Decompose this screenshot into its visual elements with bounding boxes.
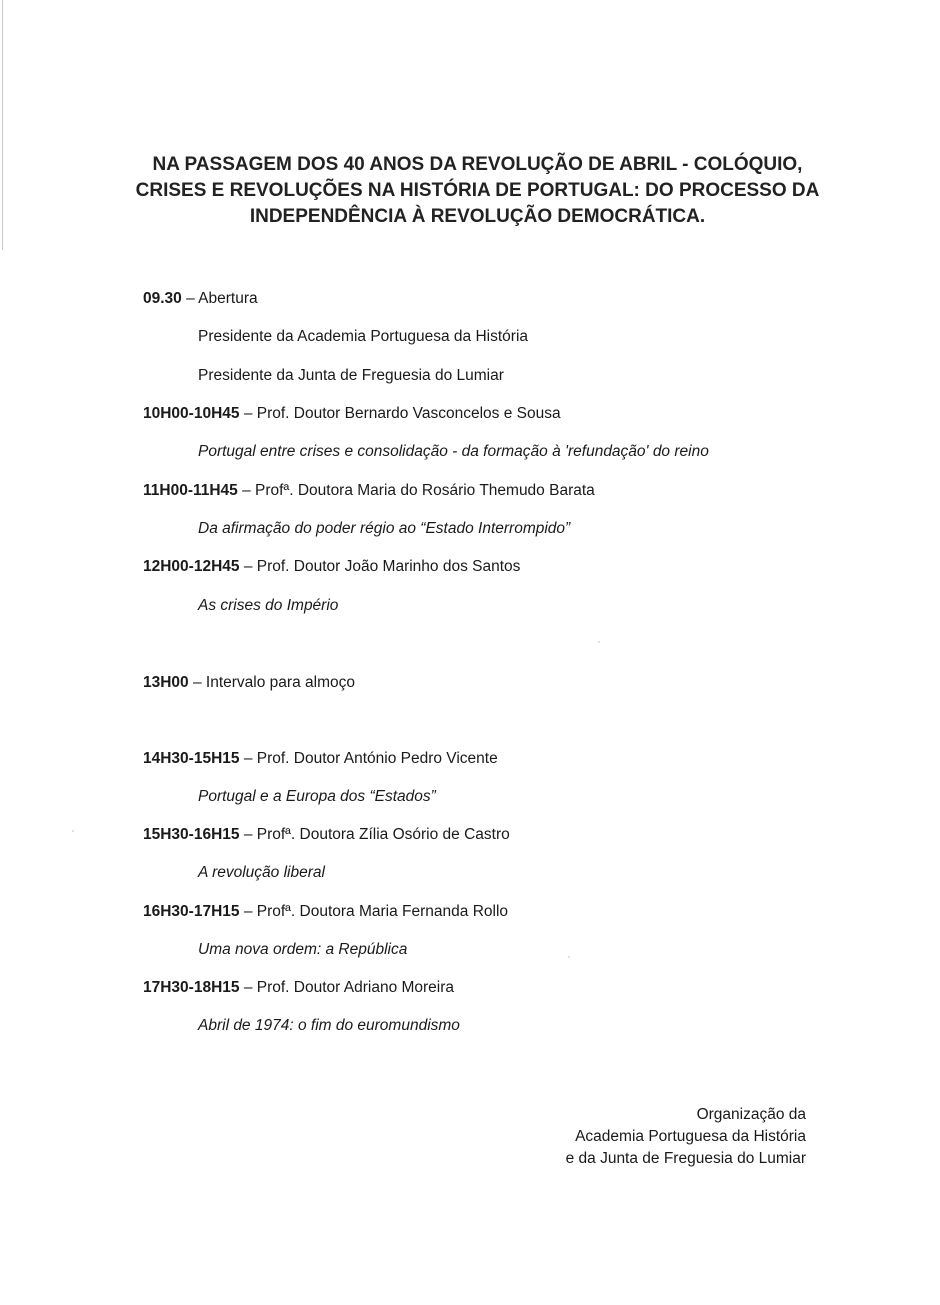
organization-line: Academia Portuguesa da História [575,1128,806,1145]
session-topic: Portugal e a Europa dos “Estados” [198,788,436,805]
schedule-time: 13H00 [143,674,189,691]
opening-speaker: Presidente da Academia Portuguesa da História [198,328,529,345]
session-topic: Da afirmação do poder régio ao “Estado Interrompido” [198,520,571,537]
schedule-entry [143,404,561,424]
session-topic: Portugal entre crises e consolidação - da formação à 'refundação' do reino [198,443,709,460]
organization-credit [566,1104,806,1170]
title-line: INDEPENDÊNCIA À REVOLUÇÃO DEMOCRÁTICA. [249,206,706,227]
schedule-time: 15H30-16H15 [143,826,240,843]
session-topic: Uma nova ordem: a República [198,941,408,958]
schedule-time: 09.30 [143,290,182,307]
organization-line: Organização da [696,1106,806,1123]
schedule-speaker: – Profª. Doutora Maria Fernanda Rollo [239,903,509,920]
schedule-speaker: – Prof. Doutor Adriano Moreira [239,979,455,996]
schedule-speaker: – Prof. Doutor Bernardo Vasconcelos e Sousa [239,405,561,422]
schedule-speaker: – Profª. Doutora Maria do Rosário Themudo Barata [237,482,595,499]
schedule-entry [143,825,510,845]
schedule-time: 10H00-10H45 [143,405,240,422]
schedule-label: – Intervalo para almoço [188,674,355,691]
session-topic: Abril de 1974: o fim do euromundismo [198,1017,460,1034]
schedule-time: 14H30-15H15 [143,750,240,767]
schedule-time: 12H00-12H45 [143,558,240,575]
schedule-entry [143,557,520,577]
schedule-entry-break [143,673,355,693]
schedule-entry [143,749,498,769]
schedule-label: – Abertura [181,290,258,307]
organization-line: e da Junta de Freguesia do Lumiar [565,1150,806,1167]
schedule-entry [143,902,508,922]
schedule-speaker: – Prof. Doutor João Marinho dos Santos [239,558,521,575]
session-topic: As crises do Império [198,597,339,614]
schedule-time: 11H00-11H45 [143,482,238,499]
schedule-entry [143,978,454,998]
title-line: CRISES E REVOLUÇÕES NA HISTÓRIA DE PORTUGAL: DO PROCESSO DA [135,180,820,201]
schedule-speaker: – Profª. Doutora Zília Osório de Castro [239,826,510,843]
session-topic: A revolução liberal [198,864,325,881]
title-line: NA PASSAGEM DOS 40 ANOS DA REVOLUÇÃO DE ABRIL - COLÓQUIO, [152,154,803,175]
schedule-time: 17H30-18H15 [143,979,240,996]
schedule-speaker: – Prof. Doutor António Pedro Vicente [239,750,498,767]
schedule-entry [143,481,595,501]
opening-speaker: Presidente da Junta de Freguesia do Lumiar [198,367,504,384]
schedule-time: 16H30-17H15 [143,903,240,920]
schedule-entry-opening [143,289,258,309]
